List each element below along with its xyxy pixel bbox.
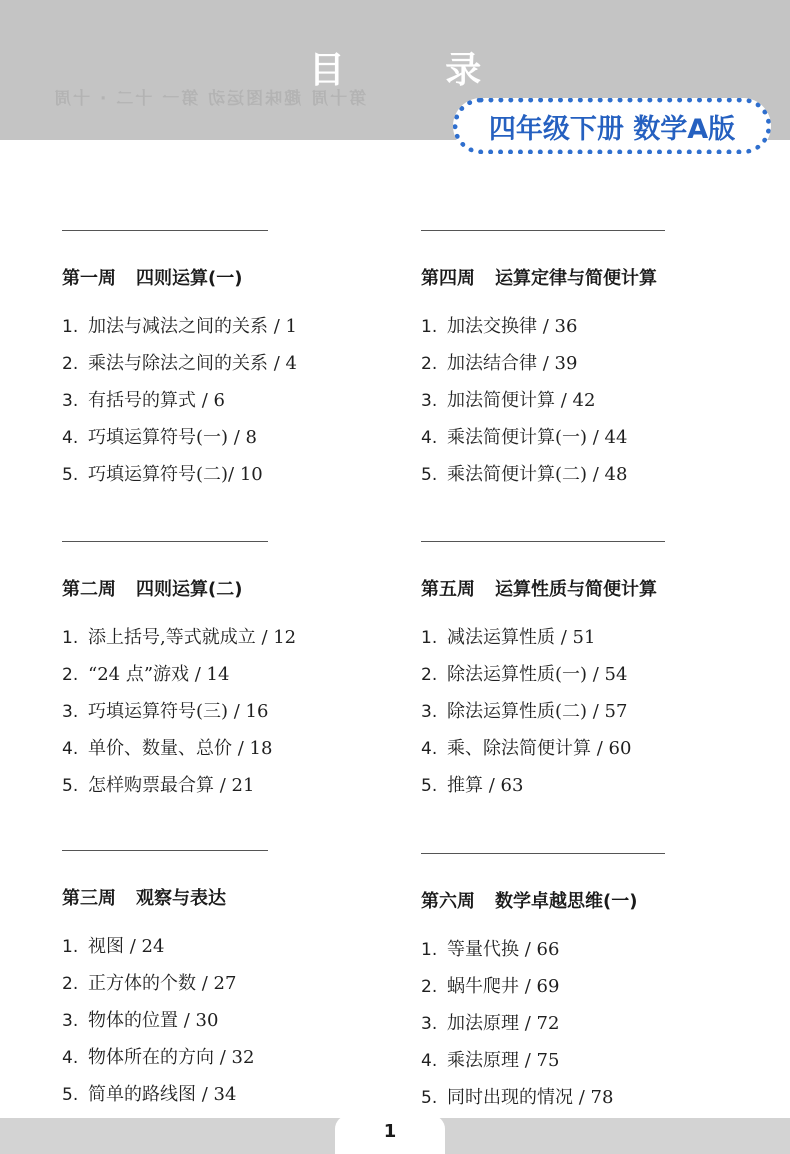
toc-entry[interactable] xyxy=(62,771,296,808)
entry-number: 3. xyxy=(62,1011,79,1031)
entry-number: 2. xyxy=(62,665,79,685)
entry-title: 加法与减法之间的关系 / 1 xyxy=(88,316,297,337)
section-topic: 四则运算(一) xyxy=(136,268,243,289)
entry-number: 4. xyxy=(421,1051,438,1071)
entry-title: 等量代换 / 66 xyxy=(447,939,560,960)
section-week: 第五周 xyxy=(421,579,475,600)
toc-entry[interactable] xyxy=(62,697,296,734)
entry-number: 3. xyxy=(421,1014,438,1034)
toc-entry[interactable] xyxy=(62,660,296,697)
entry-title: 乘法原理 / 75 xyxy=(447,1050,560,1071)
toc-entry[interactable] xyxy=(421,423,627,460)
toc-entry[interactable] xyxy=(421,1046,613,1083)
toc-entry[interactable] xyxy=(62,1080,254,1117)
entry-number: 2. xyxy=(421,354,438,374)
entry-number: 2. xyxy=(62,354,79,374)
toc-entry[interactable] xyxy=(421,312,627,349)
entry-title: 怎样购票最合算 / 21 xyxy=(88,775,255,796)
section-week: 第二周 xyxy=(62,579,116,600)
entry-number: 1. xyxy=(421,628,438,648)
entry-title: 视图 / 24 xyxy=(88,936,165,957)
toc-entry[interactable] xyxy=(421,1083,613,1120)
entry-number: 4. xyxy=(62,739,79,759)
page-number: 1 xyxy=(383,1121,397,1142)
entry-title: 单价、数量、总价 / 18 xyxy=(88,738,273,759)
entry-number: 2. xyxy=(62,974,79,994)
entry-title: 除法运算性质(二) / 57 xyxy=(447,701,628,722)
entry-title: 有括号的算式 / 6 xyxy=(88,390,225,411)
entry-title: 物体的位置 / 30 xyxy=(88,1010,219,1031)
section-week: 第三周 xyxy=(62,888,116,909)
section-topic: 观察与表达 xyxy=(136,888,226,909)
entry-title: 蜗牛爬井 / 69 xyxy=(447,976,560,997)
section-divider xyxy=(421,230,665,231)
entry-number: 4. xyxy=(62,1048,79,1068)
toc-entry[interactable] xyxy=(62,1006,254,1043)
section-title xyxy=(421,264,657,290)
section-title xyxy=(62,884,226,910)
entry-number: 3. xyxy=(62,391,79,411)
section-divider xyxy=(62,230,268,231)
entry-number: 1. xyxy=(62,317,79,337)
entry-title: “24 点”游戏 / 14 xyxy=(88,664,230,685)
entry-title: 乘法与除法之间的关系 / 4 xyxy=(88,353,297,374)
toc-entry[interactable] xyxy=(421,697,631,734)
entry-number: 2. xyxy=(421,977,438,997)
entry-title: 同时出现的情况 / 78 xyxy=(447,1087,614,1108)
header-ghost-text: 第十周 趣味图运动 第一 十二 · 十周 xyxy=(52,89,367,109)
toc-entry[interactable] xyxy=(421,660,631,697)
entry-title: 加法简便计算 / 42 xyxy=(447,390,596,411)
section-week: 第一周 xyxy=(62,268,116,289)
section-divider xyxy=(421,853,665,854)
entry-number: 4. xyxy=(421,428,438,448)
toc-entry[interactable] xyxy=(62,969,254,1006)
toc-entry[interactable] xyxy=(62,349,297,386)
toc-entry[interactable] xyxy=(421,734,631,771)
toc-entry[interactable] xyxy=(421,349,627,386)
entry-title: 简单的路线图 / 34 xyxy=(88,1084,237,1105)
entry-title: 减法运算性质 / 51 xyxy=(447,627,596,648)
entry-title: 巧填运算符号(一) / 8 xyxy=(88,427,258,448)
toc-entry[interactable] xyxy=(62,312,297,349)
entry-number: 1. xyxy=(421,940,438,960)
entry-number: 4. xyxy=(62,428,79,448)
entry-title: 物体所在的方向 / 32 xyxy=(88,1047,255,1068)
entry-title: 添上括号,等式就成立 / 12 xyxy=(88,627,297,648)
toc-entry[interactable] xyxy=(421,771,631,808)
grade-badge: 四年级下册 数学A版 xyxy=(453,98,771,154)
section-divider xyxy=(62,541,268,542)
toc-entry[interactable] xyxy=(62,1043,254,1080)
section-title xyxy=(62,264,242,290)
entry-number: 5. xyxy=(62,1085,79,1105)
entry-title: 正方体的个数 / 27 xyxy=(88,973,237,994)
entry-number: 1. xyxy=(421,317,438,337)
section-title xyxy=(421,887,637,913)
entry-number: 3. xyxy=(421,391,438,411)
entry-number: 5. xyxy=(421,776,438,796)
section-week: 第六周 xyxy=(421,891,475,912)
entry-title: 乘法简便计算(二) / 48 xyxy=(447,464,628,485)
entry-title: 乘、除法简便计算 / 60 xyxy=(447,738,632,759)
entry-title: 巧填运算符号(二)/ 10 xyxy=(88,464,263,485)
entry-title: 加法交换律 / 36 xyxy=(447,316,578,337)
section-topic: 运算定律与简便计算 xyxy=(495,268,657,289)
entry-number: 1. xyxy=(62,937,79,957)
entry-title: 加法结合律 / 39 xyxy=(447,353,578,374)
entry-number: 5. xyxy=(62,465,79,485)
section-topic: 运算性质与简便计算 xyxy=(495,579,657,600)
entry-number: 3. xyxy=(62,702,79,722)
section-divider xyxy=(421,541,665,542)
entry-number: 2. xyxy=(421,665,438,685)
entry-number: 4. xyxy=(421,739,438,759)
toc-entry[interactable] xyxy=(62,734,296,771)
entry-number: 3. xyxy=(421,702,438,722)
section-topic: 数学卓越思维(一) xyxy=(495,891,638,912)
page-title: 目 录 xyxy=(308,50,526,91)
section-title xyxy=(421,575,657,601)
toc-entry[interactable] xyxy=(421,972,613,1009)
entry-number: 5. xyxy=(62,776,79,796)
toc-entry[interactable] xyxy=(421,386,627,423)
section-week: 第四周 xyxy=(421,268,475,289)
section-topic: 四则运算(二) xyxy=(136,579,243,600)
entry-number: 5. xyxy=(421,1088,438,1108)
toc-entry[interactable] xyxy=(62,386,297,423)
section-divider xyxy=(62,850,268,851)
entry-title: 加法原理 / 72 xyxy=(447,1013,560,1034)
entry-title: 除法运算性质(一) / 54 xyxy=(447,664,628,685)
toc-entry[interactable] xyxy=(62,423,297,460)
entry-number: 1. xyxy=(62,628,79,648)
toc-entry[interactable] xyxy=(62,623,296,660)
toc-entry[interactable] xyxy=(421,460,627,497)
toc-entry[interactable] xyxy=(421,1009,613,1046)
section-title xyxy=(62,575,242,601)
toc-entry[interactable] xyxy=(421,935,613,972)
entry-title: 乘法简便计算(一) / 44 xyxy=(447,427,628,448)
entry-title: 推算 / 63 xyxy=(447,775,524,796)
toc-entry[interactable] xyxy=(421,623,631,660)
toc-entry[interactable] xyxy=(62,460,297,497)
entry-number: 5. xyxy=(421,465,438,485)
toc-entry[interactable] xyxy=(62,932,254,969)
entry-title: 巧填运算符号(三) / 16 xyxy=(88,701,269,722)
